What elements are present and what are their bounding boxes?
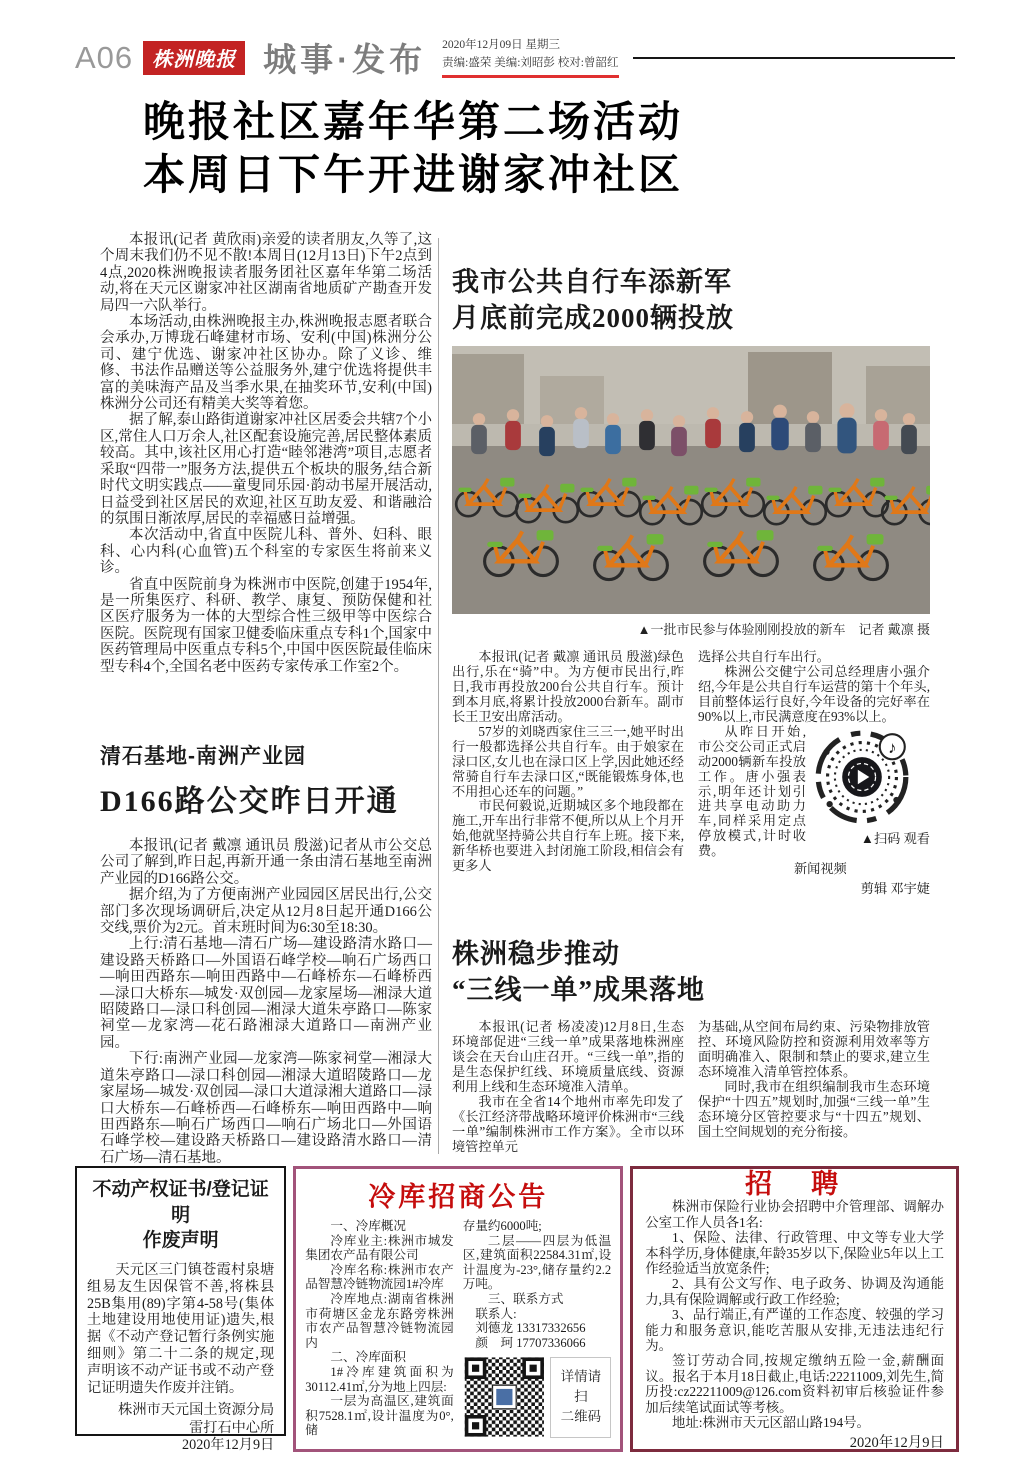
paragraph: 颜 珂 17707336066 (475, 1335, 586, 1350)
notice-title-line1: 不动产权证书/登记证明 (92, 1179, 269, 1226)
paragraph: 从昨日开始,市公交公司正式启动2000辆新车投放工作。唐小强表示,明年还计划引进共享电动助力车,同样采用定点停放模式,计时收费。 (698, 723, 806, 859)
qr-label (550, 1357, 611, 1438)
bus-headline: D166路公交昨日开通 (100, 785, 399, 818)
staff-line: 责编:盛荣 美编:刘昭彭 校对:曾韶红 (442, 56, 619, 69)
cold-storage-col2 (463, 1219, 612, 1441)
qr-caption-line2: 新闻视频 (794, 861, 847, 877)
paragraph: 联系人: (475, 1306, 517, 1321)
qr-label-line2: 二维码 (560, 1409, 602, 1425)
header-rule (633, 57, 955, 59)
bike-col-2 (698, 650, 930, 898)
paragraph: 省直中医院前身为株洲市中医院,创建于1954年,是一所集医疗、科研、教学、康复、预防保健和社区医疗服务为一体的大型综合性三级甲等中医综合医院。医院现有国家卫健委临床重点专科1个,国家中医药管理局中医重点专科5个,中国中医医院最佳临床型专科4个,全国名老中医药专家传承工作室2个。 (100, 576, 432, 675)
paragraph: 同时,我市在组织编制我市生态环境保护“十四五”规划时,加强“三线一单”生态环境分区管控要求与“十四五”规划、国土空间规划的充分衔接。 (698, 1078, 930, 1139)
date-block (442, 37, 618, 78)
sanxian-col-1 (452, 1020, 684, 1154)
bike-col-1 (452, 650, 684, 898)
paragraph: 为基础,从空间布局约束、污染物排放管控、环境风险防控和资源利用效率等方面明确准入、限制和禁止的要求,建立生态环境准入清单管控体系。 (698, 1019, 930, 1080)
cold-storage-title: 冷库招商公告 (368, 1182, 549, 1212)
bus-article-body (100, 838, 432, 1166)
cold-storage-col2-lines (463, 1219, 612, 1350)
paragraph: 刘德龙 13317332656 (475, 1321, 586, 1336)
paragraph: 1#冷库建筑面积为30112.41㎡,分为地上四层: (305, 1364, 454, 1394)
paragraph: 株洲市保险行业协会招聘中介管理部、调解办公室工作人员各1名: (645, 1199, 944, 1230)
classified-ads-row (75, 1166, 959, 1452)
cold-storage-ad (293, 1166, 623, 1452)
paragraph: 签订劳动合同,按规定缴纳五险一金,薪酬面议。报名于本月18日截止,电话:22211009,刘先生,简历投:cz22211009@126.com资料初审后核验证件参加后续笔试面试等考核。 (645, 1353, 944, 1415)
paragraph: 57岁的刘晓西家住三三一,她平时出行一般都选择公共自行车。由于娘家在渌口区,女儿也在渌口区上学,因此她还经常骑自行车去渌口区,“既能锻炼身体,也不用担心还车的问题。” (452, 723, 684, 799)
paragraph: 存量约6000吨; (462, 1219, 542, 1233)
paragraph: 据了解,泰山路街道谢家冲社区居委会共辖7个小区,常住人口万余人,社区配套设施完善,居民整体素质较高。其中,该社区用心打造“睦邻港湾”项目,志愿者采取“四带一”服务方法,提供五个板块的服务,结合新时代文明实践点——童叟同乐园·韵动书屋开展活动,日益受到社区居民的欢迎,社区互助友爱、和谐融洽的氛围日渐浓厚,居民的幸福感日益增强。 (100, 412, 432, 527)
douyin-qr-block (814, 729, 930, 849)
paragraph: 本报讯(记者 杨凌凌)12月8日,生态环境部促进“三线一单”成果落地株洲座谈会在天台山庄召开。“三线一单”,指的是生态保护红线、环境质量底线、资源利用上线和生态环境准入清单。 (452, 1019, 684, 1094)
paragraph: 冷库名称:株洲市农产品智慧冷链物流园1#冷库 (305, 1262, 454, 1292)
section-title: 城事·发布 (263, 41, 427, 78)
bike-headline (452, 264, 930, 336)
recruitment-ad (630, 1166, 959, 1452)
sanxian-columns (452, 1020, 930, 1154)
paragraph: 地址:株洲市天元区韶山路194号。 (672, 1415, 870, 1431)
paragraph: 本报讯(记者 黄欣雨)亲爱的读者朋友,久等了,这个周末我们仍不见不散!本周日(12月13日)下午2点到4点,2020株洲晚报读者服务团社区嘉年华第二场活动,将在天元区谢家冲社区湖南省地质矿产勘查开发局四一六队举行。 (100, 232, 432, 314)
paragraph: 冷库业主:株洲市城发集团农产品有限公司 (305, 1233, 454, 1263)
qr-caption-line3: 剪辑 邓宇婕 (860, 880, 930, 896)
paragraph: 3、品行端正,有严谨的工作态度、较强的学习能力和服务意识,能吃苦服从安排,无违法违纪行为。 (645, 1307, 944, 1354)
bike-article-columns (452, 650, 930, 898)
recruit-date: 2020年12月9日 (849, 1434, 944, 1451)
cold-storage-columns (305, 1219, 611, 1441)
paragraph: 上行:清石基地—清石广场—建设路清水路口—建设路天桥路口—外国语石峰学校—响石广场西口—响田西路东—响田西路中—石峰桥东—石峰桥西—渌口大桥东—城发·双创园—龙家屋场—湘渌大道昭陵路口—渌口科创园—湘渌大道朱亭路口—陈家祠堂—龙家湾—花石路湘渌大道路口—南洲产业园。 (100, 936, 432, 1051)
qr-caption-line1: ▲扫码 观看 (860, 830, 930, 846)
sanxian-headline (452, 936, 930, 1008)
lead-headline-line1: 晚报社区嘉年华第二场活动 (142, 98, 683, 145)
paragraph: 据介绍,为了方便南洲产业园园区居民出行,公交部门多次现场调研后,决定从12月8日起开通D166公交线,票价为2元。首末班时间为6:30至18:30。 (100, 887, 432, 937)
paragraph: 二层——四层为低温区,建筑面积22584.31㎡,设计温度为-23°,储存量约2.2万吨。 (462, 1233, 612, 1292)
paragraph: 2、具有公文写作、电子政务、协调及沟通能力,具有保险调解或行政工作经验; (645, 1276, 944, 1307)
music-note-icon: ♪ (888, 737, 897, 757)
sanxian-col-2 (698, 1020, 930, 1154)
paragraph: 一层为高温区,建筑面积7528.1㎡,设计温度为0°,储 (305, 1394, 454, 1438)
notice-ad-body: 天元区三门镇苍霞村泉塘组易友生因保管不善,将株县25B集用(89)字第4-58号(集体土地建设用地使用证)遗失,根据《不动产登记暂行条例实施细则》第二十二条的规定,现声明该不动产证书或不动产登记证明遗失作废并注销。 (87, 1261, 275, 1396)
paragraph: 选择公共自行车出行。 (698, 649, 830, 665)
news-photo (452, 346, 930, 614)
lead-article-body (100, 232, 432, 675)
page-header (75, 34, 955, 81)
qr-code (463, 1353, 546, 1441)
cold-storage-qr-row (463, 1353, 612, 1441)
qr-flow (698, 725, 930, 899)
paragraph: 三、联系方式 (487, 1291, 564, 1306)
paragraph: 本场活动,由株洲晚报主办,株洲晚报志愿者联合会承办,万博珑石峰建材市场、安利(中国)株洲分公司、建宁优选、谢家冲社区协办。除了义诊、维修、书法作品赠送等公益服务外,建宁优选将提供丰富的美味海产品及当季水果,在抽奖环节,安利(中国)株洲分公司还有精美大奖等着您。 (100, 314, 432, 413)
douyin-qr-code (814, 729, 910, 825)
photo-caption: ▲一批市民参与体验刚刚投放的新车 记者 戴凛 摄 (637, 622, 930, 638)
cold-storage-col1 (305, 1219, 454, 1441)
notice-ad-title (87, 1177, 274, 1254)
column-divider (438, 238, 439, 1154)
bike-headline-line2: 月底前完成2000辆投放 (452, 303, 734, 334)
bike-headline-line1: 我市公共自行车添新军 (452, 267, 732, 297)
bus-kicker: 清石基地-南洲产业园 (100, 745, 306, 768)
page-number: A06 (75, 39, 134, 75)
sanxian-headline-line2: “三线一单”成果落地 (452, 975, 705, 1006)
paragraph: 1、保险、法律、行政管理、中文等专业大学本科学历,身体健康,年龄35岁以下,保险业5年以上工作经验适当放宽条件; (645, 1230, 944, 1277)
bike-article (452, 264, 930, 899)
sanxian-headline-line1: 株洲稳步推动 (452, 939, 620, 969)
lead-headline-line2: 本周日下午开进谢家冲社区 (142, 150, 683, 198)
paragraph: 我市在全省14个地州市率先印发了《长江经济带战略环境评价株洲市“三线一单”编制株洲市工作方案》。全市以环境管控单元 (452, 1093, 684, 1154)
paragraph: 下行:南洲产业园—龙家湾—陈家祠堂—湘渌大道朱亭路口—渌口科创园—湘渌大道昭陵路口—龙家屋场—城发·双创园—渌口大道渌湘大道路口—渌口大桥东—石峰桥西—石峰桥东—响田西路中—响田西路东—响石广场西口—响石广场北口—外国语石峰学校—建设路天桥路口—建设路清水路口—清石广场—清石基地。 (100, 1051, 432, 1166)
paragraph: 株洲公交健宁公司总经理唐小强介绍,今年是公共自行车运营的第十个年头,目前整体运行良好,今年设备的完好率在90%以上,市民满意度在93%以上。 (698, 664, 930, 724)
date-line: 2020年12月09日 星期三 (442, 39, 561, 52)
paragraph: 市民何毅说,近期城区多个地段都在施工,开车出行非常不便,所以从上个月开始,他就坚持骑公共自行车上班。接下来,新华桥也要进入封闭施工阶段,相信会有更多人 (452, 798, 684, 874)
notice-title-line2: 作废声明 (142, 1230, 219, 1252)
masthead-logo: 株洲晚报 (143, 41, 245, 75)
notice-sign-line2: 雷打石中心所 (189, 1419, 275, 1436)
notice-sign-line1: 株洲市天元国土资源分局 (118, 1402, 275, 1419)
paragraph: 本报讯(记者 戴凛 通讯员 殷滋)记者从市公交总公司了解到,昨日起,再新开通一条由清石基地至南洲产业园的D166路公交。 (100, 838, 432, 887)
bus-article (100, 740, 432, 1166)
recruit-title: 招 聘 (745, 1169, 845, 1199)
property-notice-ad (75, 1166, 286, 1454)
qr-label-line1: 详情请扫 (560, 1368, 602, 1405)
paragraph: 本次活动中,省直中医院儿科、普外、妇科、眼科、心内科(心血管)五个科室的专家医生将前来义诊。 (100, 527, 432, 577)
paragraph: 二、冷库面积 (330, 1350, 406, 1365)
notice-date: 2020年12月9日 (182, 1437, 275, 1454)
lead-headline (88, 96, 738, 202)
paragraph: 冷库地点:湖南省株洲市荷塘区金龙东路旁株洲市农产品智慧冷链物流园内 (305, 1291, 454, 1350)
sanxian-article (452, 936, 930, 1155)
recruit-body (645, 1199, 944, 1430)
paragraph: 一、冷库概况 (330, 1219, 406, 1233)
paragraph: 本报讯(记者 戴凛 通讯员 殷滋)绿色出行,乐在“骑”中。为方便市民出行,昨日,我市再投放200台公共自行车。预计到本月底,将累计投放2000台新车。副市长王卫安出席活动。 (452, 649, 684, 724)
